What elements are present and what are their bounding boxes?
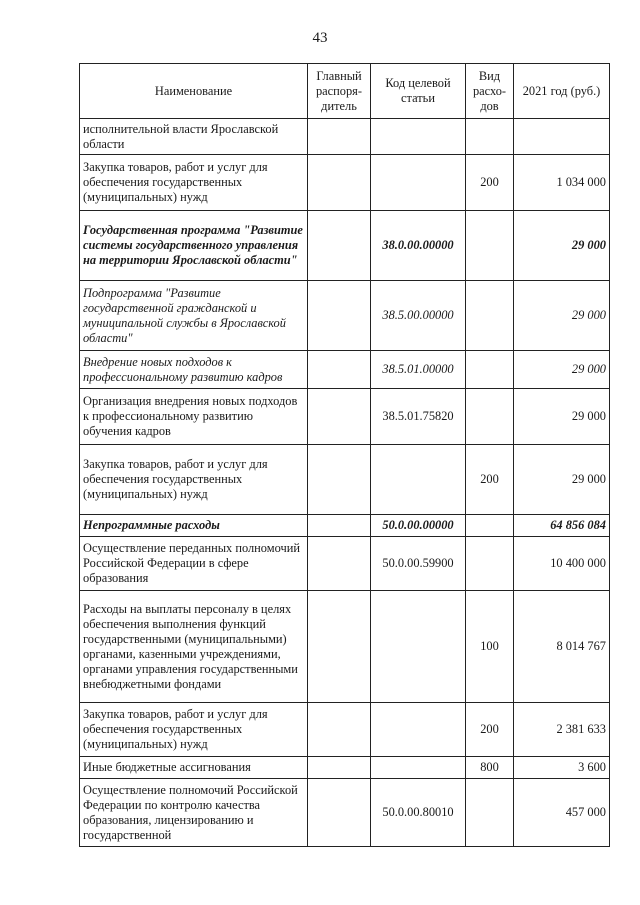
cell-kind: [466, 537, 514, 591]
cell-code: [371, 591, 466, 703]
cell-amount: 3 600: [514, 757, 610, 779]
cell-code: [371, 445, 466, 515]
cell-name: Осуществление полномочий Российской Федерации по контролю качества образования, лицензированию и государственной: [80, 779, 308, 847]
cell-name: исполнительной власти Ярославской области: [80, 119, 308, 155]
table-row: [80, 351, 610, 389]
cell-name: Непрограммные расходы: [80, 515, 308, 537]
cell-name: Закупка товаров, работ и услуг для обеспечения государственных (муниципальных) нужд: [80, 445, 308, 515]
header-kind: Вид расхо-дов: [466, 64, 514, 119]
table-row: [80, 445, 610, 515]
cell-manager: [308, 211, 371, 281]
cell-kind: [466, 389, 514, 445]
budget-table: [79, 63, 610, 847]
cell-amount: [514, 119, 610, 155]
cell-amount: 29 000: [514, 351, 610, 389]
header-code: Код целевой статьи: [371, 64, 466, 119]
cell-code: 50.0.00.59900: [371, 537, 466, 591]
cell-kind: [466, 119, 514, 155]
cell-name: Расходы на выплаты персоналу в целях обеспечения выполнения функций государственными (муниципальными) органами, казенными учреждениями, органами управления государственными внебюджетными фондами: [80, 591, 308, 703]
table-row: [80, 591, 610, 703]
cell-manager: [308, 515, 371, 537]
cell-code: 38.5.01.75820: [371, 389, 466, 445]
cell-kind: 800: [466, 757, 514, 779]
cell-code: 38.5.01.00000: [371, 351, 466, 389]
cell-kind: [466, 779, 514, 847]
cell-amount: 29 000: [514, 445, 610, 515]
header-name: Наименование: [80, 64, 308, 119]
cell-code: [371, 757, 466, 779]
cell-kind: 100: [466, 591, 514, 703]
table-row: [80, 211, 610, 281]
cell-kind: 200: [466, 445, 514, 515]
cell-manager: [308, 281, 371, 351]
table-row: [80, 779, 610, 847]
table-row: [80, 537, 610, 591]
cell-kind: 200: [466, 703, 514, 757]
cell-name: Организация внедрения новых подходов к профессиональному развитию обучения кадров: [80, 389, 308, 445]
table-row: [80, 757, 610, 779]
cell-manager: [308, 757, 371, 779]
header-amount: 2021 год (руб.): [514, 64, 610, 119]
cell-manager: [308, 537, 371, 591]
cell-manager: [308, 155, 371, 211]
cell-manager: [308, 703, 371, 757]
cell-code: 38.0.00.00000: [371, 211, 466, 281]
table-row: [80, 703, 610, 757]
cell-manager: [308, 779, 371, 847]
cell-name: Закупка товаров, работ и услуг для обеспечения государственных (муниципальных) нужд: [80, 703, 308, 757]
cell-name: Подпрограмма "Развитие государственной гражданской и муниципальной службы в Ярославской области": [80, 281, 308, 351]
cell-manager: [308, 119, 371, 155]
cell-manager: [308, 591, 371, 703]
table-header-row: [80, 64, 610, 119]
cell-code: [371, 155, 466, 211]
cell-amount: 457 000: [514, 779, 610, 847]
cell-code: [371, 119, 466, 155]
cell-amount: 29 000: [514, 211, 610, 281]
table-row: [80, 119, 610, 155]
page-number: 43: [312, 30, 328, 46]
cell-code: 38.5.00.00000: [371, 281, 466, 351]
cell-code: 50.0.00.00000: [371, 515, 466, 537]
cell-name: Государственная программа "Развитие системы государственного управления на территории Ярославской области": [80, 211, 308, 281]
cell-manager: [308, 351, 371, 389]
cell-amount: 29 000: [514, 389, 610, 445]
cell-name: Иные бюджетные ассигнования: [80, 757, 308, 779]
cell-amount: 8 014 767: [514, 591, 610, 703]
cell-amount: 64 856 084: [514, 515, 610, 537]
table-row: [80, 281, 610, 351]
cell-manager: [308, 389, 371, 445]
cell-kind: [466, 211, 514, 281]
header-manager: Главный распоря-дитель: [308, 64, 371, 119]
cell-kind: 200: [466, 155, 514, 211]
table-row: [80, 515, 610, 537]
cell-name: Внедрение новых подходов к профессиональному развитию кадров: [80, 351, 308, 389]
cell-amount: 2 381 633: [514, 703, 610, 757]
cell-kind: [466, 281, 514, 351]
cell-name: Закупка товаров, работ и услуг для обеспечения государственных (муниципальных) нужд: [80, 155, 308, 211]
cell-kind: [466, 515, 514, 537]
cell-amount: 10 400 000: [514, 537, 610, 591]
cell-manager: [308, 445, 371, 515]
cell-amount: 1 034 000: [514, 155, 610, 211]
cell-code: 50.0.00.80010: [371, 779, 466, 847]
table-row: [80, 389, 610, 445]
cell-name: Осуществление переданных полномочий Российской Федерации в сфере образования: [80, 537, 308, 591]
table-row: [80, 155, 610, 211]
cell-amount: 29 000: [514, 281, 610, 351]
cell-code: [371, 703, 466, 757]
cell-kind: [466, 351, 514, 389]
